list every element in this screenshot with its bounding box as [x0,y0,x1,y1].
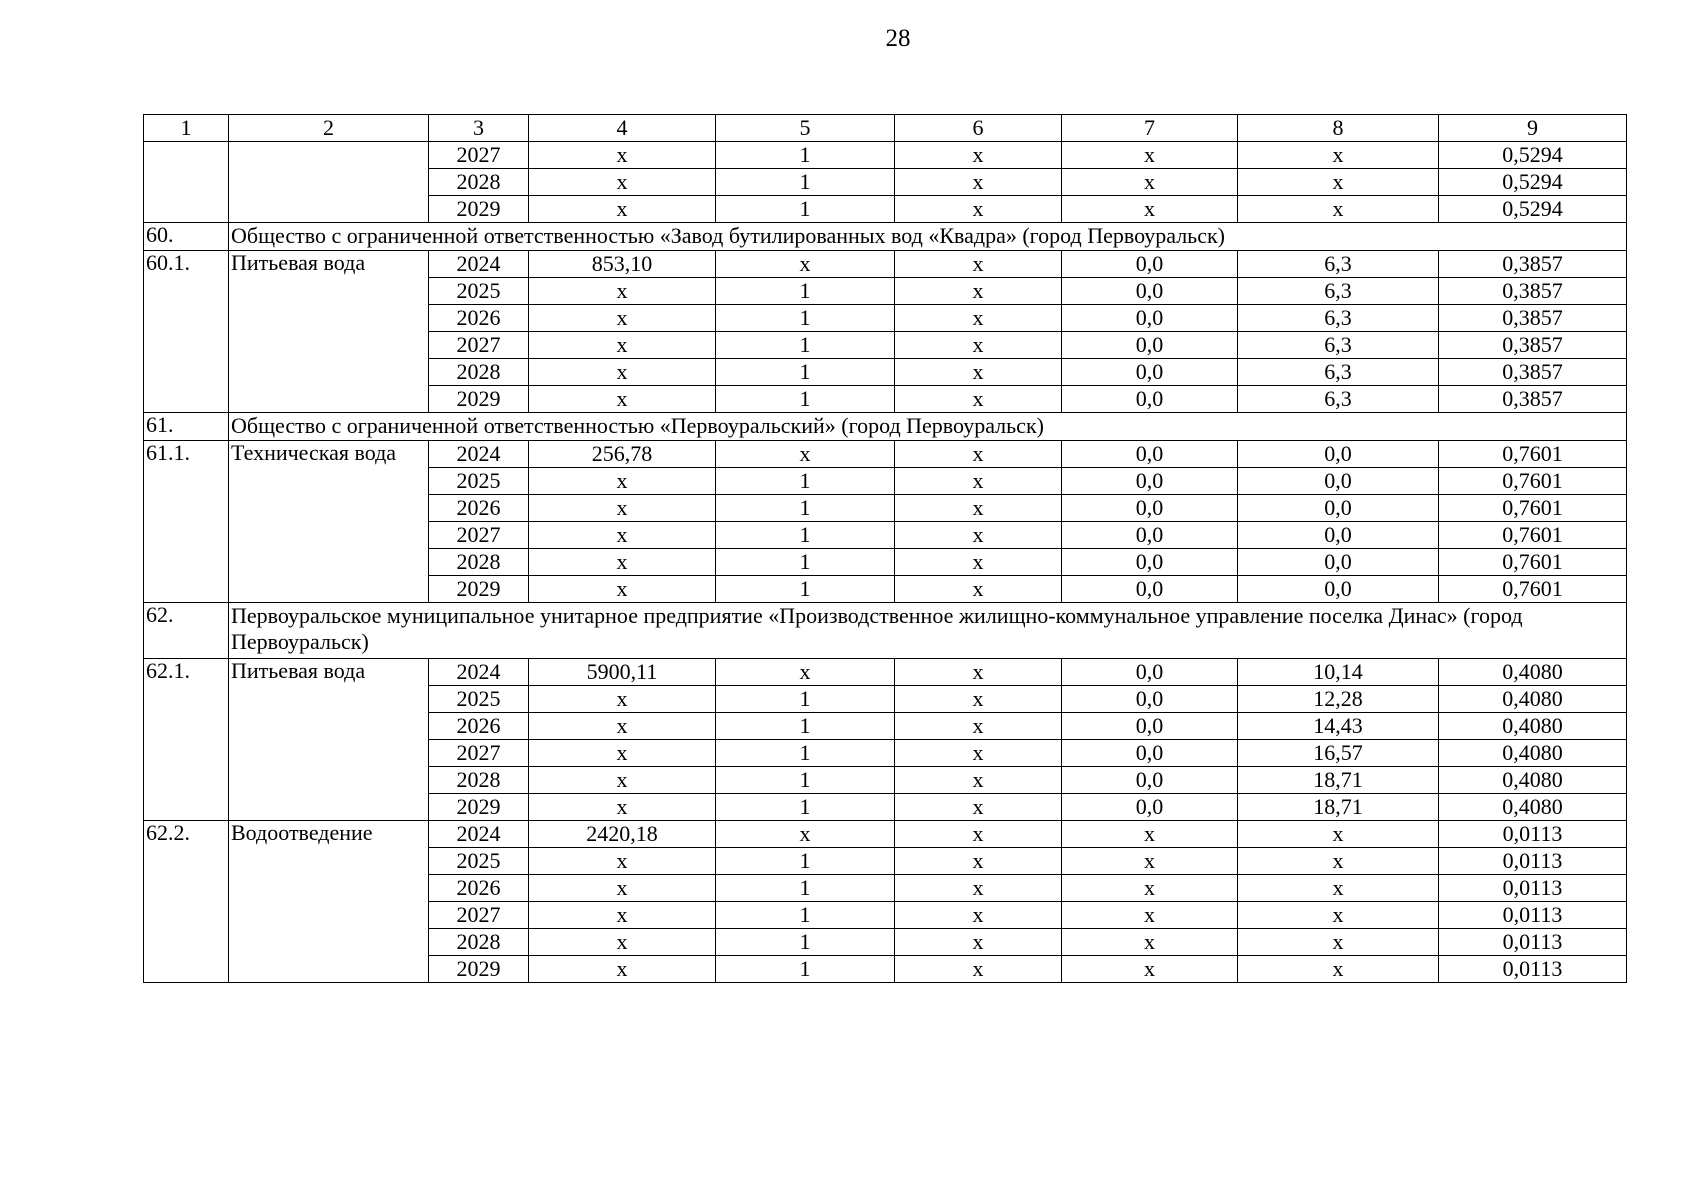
value-cell-5: 1 [716,713,895,740]
value-cell-4: х [529,332,716,359]
service-number: 62.2. [144,821,229,983]
column-header-1: 1 [144,115,229,142]
service-name: Водоотведение [229,821,429,983]
value-cell-7: 0,0 [1062,468,1238,495]
value-cell-6: х [895,386,1062,413]
year-cell: 2027 [429,740,529,767]
value-cell-8: 18,71 [1238,767,1439,794]
year-cell: 2027 [429,522,529,549]
value-cell-8: 0,0 [1238,576,1439,603]
year-cell: 2029 [429,386,529,413]
value-cell-6: х [895,875,1062,902]
value-cell-5: 1 [716,169,895,196]
value-cell-8: 6,3 [1238,278,1439,305]
value-cell-9: 0,4080 [1439,794,1627,821]
value-cell-5: 1 [716,196,895,223]
organization-number: 62. [144,603,229,659]
value-cell-7: 0,0 [1062,576,1238,603]
value-cell-7: х [1062,956,1238,983]
value-cell-8: х [1238,821,1439,848]
value-cell-7: 0,0 [1062,522,1238,549]
value-cell-6: х [895,740,1062,767]
value-cell-4: х [529,956,716,983]
value-cell-6: х [895,305,1062,332]
value-cell-6: х [895,794,1062,821]
value-cell-9: 0,4080 [1439,659,1627,686]
value-cell-6: х [895,821,1062,848]
year-cell: 2025 [429,468,529,495]
year-cell: 2027 [429,142,529,169]
value-cell-5: 1 [716,576,895,603]
value-cell-4: 256,78 [529,441,716,468]
value-cell-8: 6,3 [1238,305,1439,332]
value-cell-6: х [895,169,1062,196]
column-header-6: 6 [895,115,1062,142]
value-cell-6: х [895,468,1062,495]
value-cell-6: х [895,686,1062,713]
service-name: Техническая вода [229,441,429,603]
value-cell-7: 0,0 [1062,740,1238,767]
value-cell-7: х [1062,821,1238,848]
value-cell-8: х [1238,169,1439,196]
number-cell [144,142,229,223]
value-cell-7: 0,0 [1062,359,1238,386]
organization-row [144,223,1627,251]
year-cell: 2025 [429,278,529,305]
column-header-8: 8 [1238,115,1439,142]
value-cell-5: 1 [716,468,895,495]
value-cell-9: 0,0113 [1439,875,1627,902]
table-body [144,115,1627,983]
value-cell-7: 0,0 [1062,332,1238,359]
value-cell-7: х [1062,169,1238,196]
value-cell-8: 0,0 [1238,495,1439,522]
value-cell-5: 1 [716,386,895,413]
value-cell-7: 0,0 [1062,251,1238,278]
year-cell: 2024 [429,821,529,848]
value-cell-4: х [529,142,716,169]
value-cell-8: 6,3 [1238,332,1439,359]
value-cell-5: 1 [716,359,895,386]
organization-row [144,603,1627,659]
service-number: 60.1. [144,251,229,413]
value-cell-9: 0,4080 [1439,740,1627,767]
value-cell-8: 0,0 [1238,468,1439,495]
value-cell-4: 5900,11 [529,659,716,686]
value-cell-8: х [1238,929,1439,956]
column-header-4: 4 [529,115,716,142]
value-cell-5: 1 [716,495,895,522]
year-cell: 2026 [429,875,529,902]
value-cell-4: х [529,305,716,332]
value-cell-5: х [716,251,895,278]
value-cell-6: х [895,848,1062,875]
value-cell-9: 0,0113 [1439,902,1627,929]
value-cell-4: 853,10 [529,251,716,278]
year-cell: 2024 [429,441,529,468]
year-cell: 2026 [429,495,529,522]
value-cell-8: 18,71 [1238,794,1439,821]
value-cell-9: 0,7601 [1439,468,1627,495]
value-cell-7: 0,0 [1062,794,1238,821]
value-cell-8: х [1238,902,1439,929]
value-cell-5: 1 [716,875,895,902]
value-cell-4: х [529,576,716,603]
value-cell-9: 0,3857 [1439,332,1627,359]
column-header-2: 2 [229,115,429,142]
value-cell-5: 1 [716,142,895,169]
service-number: 61.1. [144,441,229,603]
value-cell-5: 1 [716,549,895,576]
value-cell-5: 1 [716,740,895,767]
value-cell-9: 0,3857 [1439,251,1627,278]
value-cell-9: 0,7601 [1439,441,1627,468]
value-cell-9: 0,7601 [1439,522,1627,549]
value-cell-8: 6,3 [1238,251,1439,278]
year-cell: 2025 [429,686,529,713]
value-cell-6: х [895,929,1062,956]
value-cell-8: 0,0 [1238,441,1439,468]
value-cell-4: х [529,549,716,576]
value-cell-5: 1 [716,794,895,821]
value-cell-8: х [1238,196,1439,223]
organization-number: 60. [144,223,229,251]
header-row [144,115,1627,142]
value-cell-9: 0,3857 [1439,278,1627,305]
year-cell: 2029 [429,576,529,603]
service-name: Питьевая вода [229,659,429,821]
service-cell [229,142,429,223]
value-cell-6: х [895,522,1062,549]
value-cell-7: 0,0 [1062,386,1238,413]
value-cell-7: х [1062,848,1238,875]
value-cell-9: 0,5294 [1439,169,1627,196]
value-cell-5: 1 [716,686,895,713]
organization-number: 61. [144,413,229,441]
table-row [144,659,1627,686]
value-cell-4: х [529,169,716,196]
organization-name: Общество с ограниченной ответственностью «Первоуральский» (город Первоуральск) [229,413,1627,441]
table-row [144,142,1627,169]
year-cell: 2024 [429,251,529,278]
value-cell-4: х [529,196,716,223]
value-cell-4: х [529,359,716,386]
value-cell-9: 0,0113 [1439,956,1627,983]
year-cell: 2025 [429,848,529,875]
value-cell-6: х [895,495,1062,522]
value-cell-9: 0,4080 [1439,767,1627,794]
value-cell-9: 0,0113 [1439,929,1627,956]
value-cell-9: 0,7601 [1439,576,1627,603]
value-cell-8: 6,3 [1238,386,1439,413]
value-cell-4: х [529,386,716,413]
value-cell-5: 1 [716,848,895,875]
value-cell-5: 1 [716,332,895,359]
value-cell-8: 10,14 [1238,659,1439,686]
year-cell: 2028 [429,767,529,794]
value-cell-7: 0,0 [1062,713,1238,740]
value-cell-5: 1 [716,522,895,549]
value-cell-5: 1 [716,305,895,332]
column-header-7: 7 [1062,115,1238,142]
value-cell-6: х [895,359,1062,386]
value-cell-8: 16,57 [1238,740,1439,767]
value-cell-4: х [529,848,716,875]
year-cell: 2027 [429,902,529,929]
value-cell-4: 2420,18 [529,821,716,848]
service-number: 62.1. [144,659,229,821]
value-cell-6: х [895,278,1062,305]
service-name: Питьевая вода [229,251,429,413]
value-cell-8: х [1238,875,1439,902]
organization-name: Общество с ограниченной ответственностью «Завод бутилированных вод «Квадра» (город Первоуральск) [229,223,1627,251]
value-cell-8: х [1238,848,1439,875]
value-cell-9: 0,3857 [1439,305,1627,332]
value-cell-7: 0,0 [1062,767,1238,794]
year-cell: 2029 [429,794,529,821]
column-header-9: 9 [1439,115,1627,142]
year-cell: 2028 [429,549,529,576]
value-cell-7: х [1062,196,1238,223]
value-cell-6: х [895,441,1062,468]
year-cell: 2028 [429,359,529,386]
value-cell-6: х [895,713,1062,740]
year-cell: 2028 [429,929,529,956]
value-cell-8: х [1238,956,1439,983]
value-cell-8: 14,43 [1238,713,1439,740]
value-cell-4: х [529,767,716,794]
value-cell-6: х [895,576,1062,603]
column-header-3: 3 [429,115,529,142]
value-cell-8: 0,0 [1238,549,1439,576]
value-cell-6: х [895,767,1062,794]
column-header-5: 5 [716,115,895,142]
value-cell-9: 0,3857 [1439,359,1627,386]
value-cell-7: 0,0 [1062,305,1238,332]
value-cell-6: х [895,956,1062,983]
table-row [144,251,1627,278]
value-cell-5: 1 [716,929,895,956]
organization-row [144,413,1627,441]
organization-name: Первоуральское муниципальное унитарное предприятие «Производственное жилищно-коммунальное управление поселка Динас» (город Первоуральск) [229,603,1627,659]
value-cell-4: х [529,686,716,713]
value-cell-6: х [895,902,1062,929]
year-cell: 2027 [429,332,529,359]
value-cell-9: 0,7601 [1439,495,1627,522]
tariff-table [143,114,1627,983]
value-cell-5: х [716,659,895,686]
value-cell-7: 0,0 [1062,441,1238,468]
value-cell-7: х [1062,902,1238,929]
value-cell-9: 0,4080 [1439,713,1627,740]
value-cell-8: 12,28 [1238,686,1439,713]
value-cell-4: х [529,522,716,549]
value-cell-8: 6,3 [1238,359,1439,386]
year-cell: 2028 [429,169,529,196]
value-cell-7: х [1062,142,1238,169]
value-cell-9: 0,3857 [1439,386,1627,413]
year-cell: 2029 [429,196,529,223]
value-cell-9: 0,0113 [1439,848,1627,875]
value-cell-6: х [895,196,1062,223]
value-cell-9: 0,5294 [1439,142,1627,169]
value-cell-5: 1 [716,767,895,794]
value-cell-4: х [529,902,716,929]
value-cell-6: х [895,549,1062,576]
value-cell-9: 0,5294 [1439,196,1627,223]
value-cell-8: х [1238,142,1439,169]
value-cell-7: х [1062,929,1238,956]
year-cell: 2026 [429,305,529,332]
value-cell-6: х [895,251,1062,278]
value-cell-4: х [529,740,716,767]
value-cell-6: х [895,659,1062,686]
value-cell-7: х [1062,875,1238,902]
value-cell-4: х [529,794,716,821]
value-cell-4: х [529,929,716,956]
year-cell: 2024 [429,659,529,686]
value-cell-4: х [529,713,716,740]
table-row [144,441,1627,468]
value-cell-7: 0,0 [1062,686,1238,713]
value-cell-4: х [529,468,716,495]
page-number: 28 [885,25,911,52]
table-row [144,821,1627,848]
year-cell: 2029 [429,956,529,983]
value-cell-5: 1 [716,902,895,929]
value-cell-9: 0,0113 [1439,821,1627,848]
value-cell-8: 0,0 [1238,522,1439,549]
value-cell-5: х [716,821,895,848]
value-cell-5: 1 [716,278,895,305]
value-cell-7: 0,0 [1062,278,1238,305]
value-cell-5: 1 [716,956,895,983]
value-cell-4: х [529,875,716,902]
year-cell: 2026 [429,713,529,740]
value-cell-4: х [529,495,716,522]
value-cell-9: 0,7601 [1439,549,1627,576]
value-cell-7: 0,0 [1062,495,1238,522]
value-cell-4: х [529,278,716,305]
value-cell-9: 0,4080 [1439,686,1627,713]
value-cell-5: х [716,441,895,468]
value-cell-6: х [895,142,1062,169]
value-cell-7: 0,0 [1062,659,1238,686]
value-cell-7: 0,0 [1062,549,1238,576]
value-cell-6: х [895,332,1062,359]
